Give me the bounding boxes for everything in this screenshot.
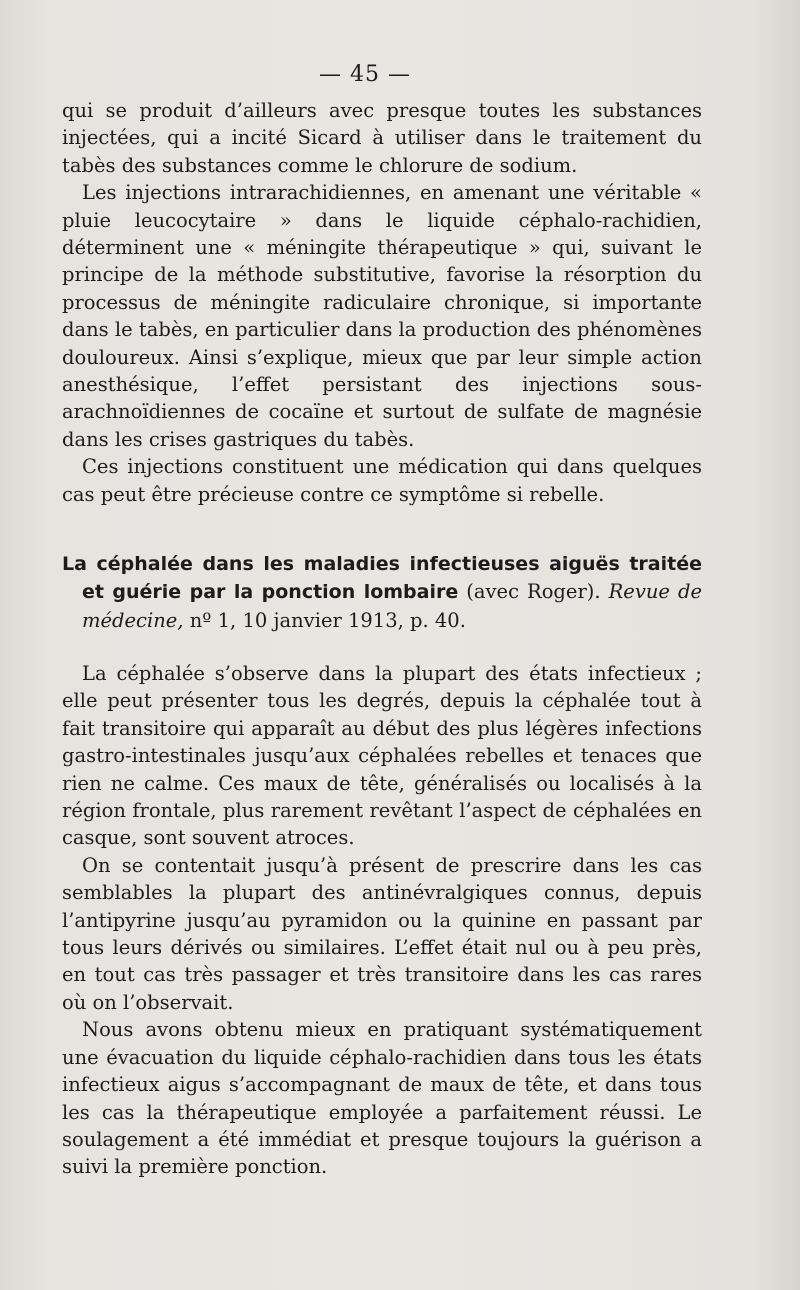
text-block-tabes	[62, 97, 702, 508]
paragraph-ponction: Nous avons obtenu mieux en pratiquant systématiquement une évacuation du liquide céphalo-rachidien dans tous les états infectieux aigus s’accompagnant de maux de tête, et dans tous les cas la thérapeutique employée a parfaitement réussi. Le soulagement a été immédiat et presque toujours la guérison a suivi la première ponction.	[62, 1018, 702, 1179]
page-number: — 45 —	[319, 62, 411, 87]
text-block-cephalee	[62, 660, 702, 1181]
article-heading-line	[62, 550, 702, 634]
article-title: La céphalée dans les maladies infectieuses aiguës traitée et guérie par la ponction lombaire	[62, 553, 702, 604]
article-heading	[62, 550, 702, 634]
paragraph-injections: Les injections intrarachidiennes, en amenant une véritable « pluie leucocytaire » dans le liquide céphalo-rachidien, déterminent une « méningite thérapeutique » qui, suivant le principe de la méthode substitutive, favorise la résorption du processus de méningite radiculaire chronique, si importante dans le tabès, en particulier dans la production des phénomènes douloureux. Ainsi s’explique, mieux que par leur simple action anesthésique, l’effet persistant des injections sous-arachnoïdiennes de cocaïne et surtout de sulfate de magnésie dans les crises gastriques du tabès.	[62, 181, 702, 451]
article-journal: Revue de médecine,	[82, 580, 702, 632]
paragraph-antinevralgiques: On se contentait jusqu’à présent de prescrire dans les cas semblables la plupart des antinévralgiques connus, depuis l’antipyrine jusqu’au pyramidon ou la quinine en passant par tous leurs dérivés ou similaires. L’effet était nul ou à peu près, en tout cas très passager et très transitoire dans les cas rares où on l’observait.	[62, 853, 702, 1014]
paragraph-continuation: qui se produit d’ailleurs avec presque toutes les substances injectées, qui a incité Sicard à utiliser dans le traitement du tabès des substances comme le chlorure de sodium.	[62, 99, 702, 177]
paragraph-cephalee: La céphalée s’observe dans la plupart des états infectieux ; elle peut présenter tous les degrés, depuis la céphalée tout à fait transitoire qui apparaît au début des plus légères infections gastro-intestinales jusqu’aux céphalées rebelles et tenaces que rien ne calme. Ces maux de tête, généralisés ou localisés à la région frontale, plus rarement revêtant l’aspect de céphalées en casque, sont souvent atroces.	[62, 662, 702, 850]
article-citation: nº 1, 10 janvier 1913, p. 40.	[183, 608, 466, 632]
paragraph-medication: Ces injections constituent une médication qui dans quelques cas peut être précieuse contre ce symptôme si rebelle.	[62, 455, 702, 506]
article-coauthor: (avec Roger).	[458, 580, 609, 604]
